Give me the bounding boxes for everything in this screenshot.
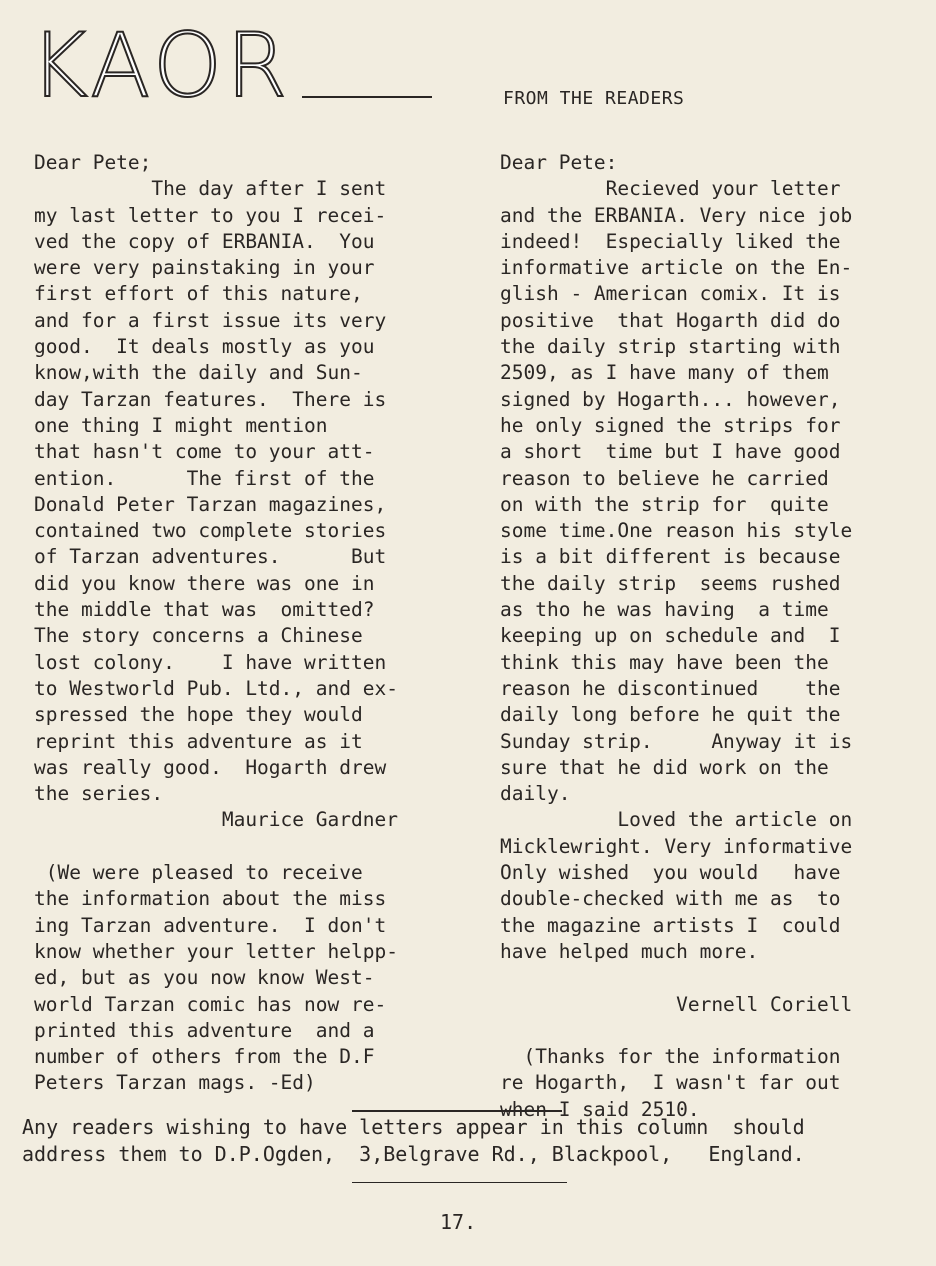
letter-line: contained two complete stories: [34, 519, 387, 543]
letter-line: day Tarzan features. There is: [34, 387, 387, 411]
letter-line: printed this adventure and a: [34, 1018, 375, 1042]
letter-line: reprint this adventure as it: [34, 729, 363, 753]
letter-line: Donald Peter Tarzan magazines,: [34, 492, 387, 516]
letter-line: and for a first issue its very: [34, 308, 387, 332]
letter-line: reason to believe he carried: [500, 466, 829, 490]
letter-line: the series.: [34, 782, 164, 806]
letter-line: spressed the hope they would: [34, 703, 363, 727]
letter-line: Micklewright. Very informative: [500, 834, 853, 858]
footer-line-2: address them to D.P.Ogden, 3,Belgrave Rd., Blackpool, England.: [22, 1142, 805, 1166]
letter-line: my last letter to you I recei-: [34, 203, 387, 227]
divider-rule: [352, 1110, 562, 1112]
letter-line: the daily strip seems rushed: [500, 571, 841, 595]
letter-line: keeping up on schedule and I: [500, 624, 841, 648]
footer-line-1: Any readers wishing to have letters appear in this column should: [22, 1115, 805, 1139]
letter-line: [500, 965, 910, 991]
letter-line: of Tarzan adventures. But: [34, 545, 387, 569]
letter-line: world Tarzan comic has now re-: [34, 992, 387, 1016]
letter-line: good. It deals mostly as you: [34, 335, 375, 359]
letter-line: sure that he did work on the: [500, 755, 829, 779]
letter-line: 2509, as I have many of them: [500, 361, 829, 385]
letter-line: glish - American comix. It is: [500, 282, 841, 306]
bottom-rule: [352, 1182, 567, 1183]
letter-line: when I said 2510.: [500, 1097, 700, 1121]
letter-line: Dear Pete;: [34, 151, 152, 174]
letter-line: informative article on the En-: [500, 256, 853, 280]
letter-line: Sunday strip. Anyway it is: [500, 729, 853, 753]
letter-line: think this may have been the: [500, 650, 829, 674]
letter-line: ention. The first of the: [34, 466, 375, 490]
letter-line: daily long before he quit the: [500, 703, 841, 727]
column-subtitle: FROM THE READERS: [503, 88, 685, 109]
letter-line: he only signed the strips for: [500, 413, 841, 437]
letter-line: Recieved your letter: [500, 177, 841, 201]
letter-line: (We were pleased to receive: [34, 861, 363, 885]
letter-line: The story concerns a Chinese: [34, 624, 363, 648]
letter-line: know whether your letter helpp-: [34, 939, 398, 963]
letter-line: did you know there was one in: [34, 571, 375, 595]
letter-line: a short time but I have good: [500, 440, 841, 464]
letter-line: Only wished you would have: [500, 861, 841, 885]
letter-line: number of others from the D.F: [34, 1045, 375, 1069]
letter-line: the magazine artists I could: [500, 913, 841, 937]
letter-line: on with the strip for quite: [500, 492, 829, 516]
letter-line: reason he discontinued the: [500, 676, 841, 700]
column-title: KAOR: [30, 14, 292, 117]
letter-line: ved the copy of ERBANIA. You: [34, 229, 375, 253]
letter-line: Vernell Coriell: [500, 992, 853, 1016]
letter-left: [34, 150, 434, 1097]
letter-line: Dear Pete:: [500, 151, 618, 174]
letter-line: Loved the article on: [500, 808, 853, 832]
footer-note: [22, 1114, 912, 1168]
letter-line: ing Tarzan adventure. I don't: [34, 913, 387, 937]
letter-line: signed by Hogarth... however,: [500, 387, 841, 411]
letter-line: re Hogarth, I wasn't far out: [500, 1071, 841, 1095]
letter-line: is a bit different is because: [500, 545, 841, 569]
letter-line: indeed! Especially liked the: [500, 229, 841, 253]
letter-line: ed, but as you now know West-: [34, 966, 375, 990]
letter-line: the middle that was omitted?: [34, 598, 375, 622]
letter-line: positive that Hogarth did do: [500, 308, 841, 332]
page-number: 17.: [440, 1210, 477, 1234]
letter-line: one thing I might mention: [34, 413, 328, 437]
letter-line: as tho he was having a time: [500, 598, 829, 622]
letter-line: to Westworld Pub. Ltd., and ex-: [34, 676, 398, 700]
letter-line: the daily strip starting with: [500, 335, 841, 359]
letter-line: Peters Tarzan mags. -Ed): [34, 1071, 316, 1095]
letter-line: first effort of this nature,: [34, 282, 363, 306]
letter-line: was really good. Hogarth drew: [34, 755, 387, 779]
letter-line: double-checked with me as to: [500, 887, 841, 911]
letter-line: some time.One reason his style: [500, 519, 853, 543]
letter-line: have helped much more.: [500, 939, 759, 963]
letter-right: [500, 150, 910, 1123]
letter-line: know,with the daily and Sun-: [34, 361, 363, 385]
title-underline: [302, 96, 432, 98]
letter-line: [500, 1018, 910, 1044]
letter-line: daily.: [500, 782, 571, 806]
letter-line: lost colony. I have written: [34, 650, 387, 674]
letter-line: the information about the miss: [34, 887, 387, 911]
letter-line: and the ERBANIA. Very nice job: [500, 203, 853, 227]
letter-line: The day after I sent: [34, 177, 387, 201]
letter-line: were very painstaking in your: [34, 256, 375, 280]
letter-line: (Thanks for the information: [500, 1045, 841, 1069]
letter-line: that hasn't come to your att-: [34, 440, 375, 464]
letter-line: [34, 834, 434, 860]
letter-line: Maurice Gardner: [34, 808, 398, 832]
